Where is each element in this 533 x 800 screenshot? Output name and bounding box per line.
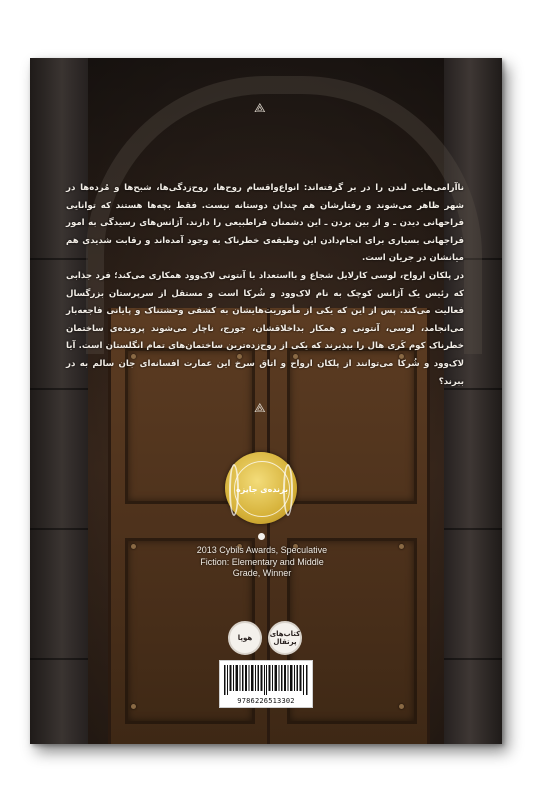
book-back-cover [30, 58, 502, 744]
isbn-barcode [219, 660, 313, 708]
bullet-dot [258, 533, 265, 540]
door-stud [399, 704, 404, 709]
barcode-bars [224, 665, 308, 695]
award-badge [225, 452, 297, 524]
stone-joint [444, 658, 502, 660]
triangle-ornament-icon: ⟁ [254, 401, 266, 416]
door-stud [131, 544, 136, 549]
barcode-number: 9786226513302 [237, 697, 295, 705]
publisher-logo-hoopa: هوپا [228, 621, 262, 655]
stone-joint [444, 528, 502, 530]
synopsis-paragraph: ناآرامی‌هایی لندن را در بر گرفته‌اند: انواع‌واقسام روح‌ها، روح‌زدگی‌ها، شبح‌ها و مُرده‌ها در شهر ظاهر می‌شوند و رفتارشان هم چندان دوستانه نیست. فقط بچه‌ها هستند که توانایی فراحهانی دیدن ـ و از بین بردن ـ این دشمنان فراطبیعی را دارند. آژانس‌های رسیدگی به امور فراجهانی بسیاری برای انجام‌دادن این وظیفه‌ی خطرناک به وجود آمده‌اند و رقابت شدیدی هم میانشان در جریان است. [66, 183, 464, 264]
synopsis-paragraph: در پلکان ارواح، لوسی کارلایل شجاع و بااستعداد با آنتونی لاک‌وود همکاری می‌کند؛ فرد جذابی که رئیس یک آژانس کوچک به نام لاک‌وود و شُرکا است و مستقل از سرپرستان بزرگسال فعالیت می‌کند. پس از این که یکی از مأموریت‌هایشان به کشفی وحشتناک و پایانی فاجعه‌بار می‌انجامد، لوسی، آنتونی و همکار بداخلاقشان، جورج، ناچار می‌شوند پرونده‌ی ساختمان خطرناک کوم کَری هال را بپذیرند که یکی از روح‌زده‌ترین ساختمان‌های تمام انگلستان است. آیا لاک‌وود و شُرکا می‌توانند از پلکان ارواح و اتاق سرخ این عمارت افسانه‌ای جان سالم به در ببرند؟ [66, 270, 464, 387]
synopsis [66, 180, 464, 391]
publisher-logo-porteghal: کتاب‌های پرتقال [268, 621, 302, 655]
triangle-ornament-icon: ⟁ [254, 101, 266, 116]
badge-label: برنده‌ی جایزه [234, 461, 290, 517]
door-stud [399, 544, 404, 549]
stone-pillar-left [30, 58, 88, 744]
award-caption: 2013 Cybils Awards, Speculative Fiction: Elementary and Middle Grade, Winner [196, 545, 328, 578]
stone-joint [30, 528, 88, 530]
stone-joint [30, 658, 88, 660]
door-stud [131, 704, 136, 709]
